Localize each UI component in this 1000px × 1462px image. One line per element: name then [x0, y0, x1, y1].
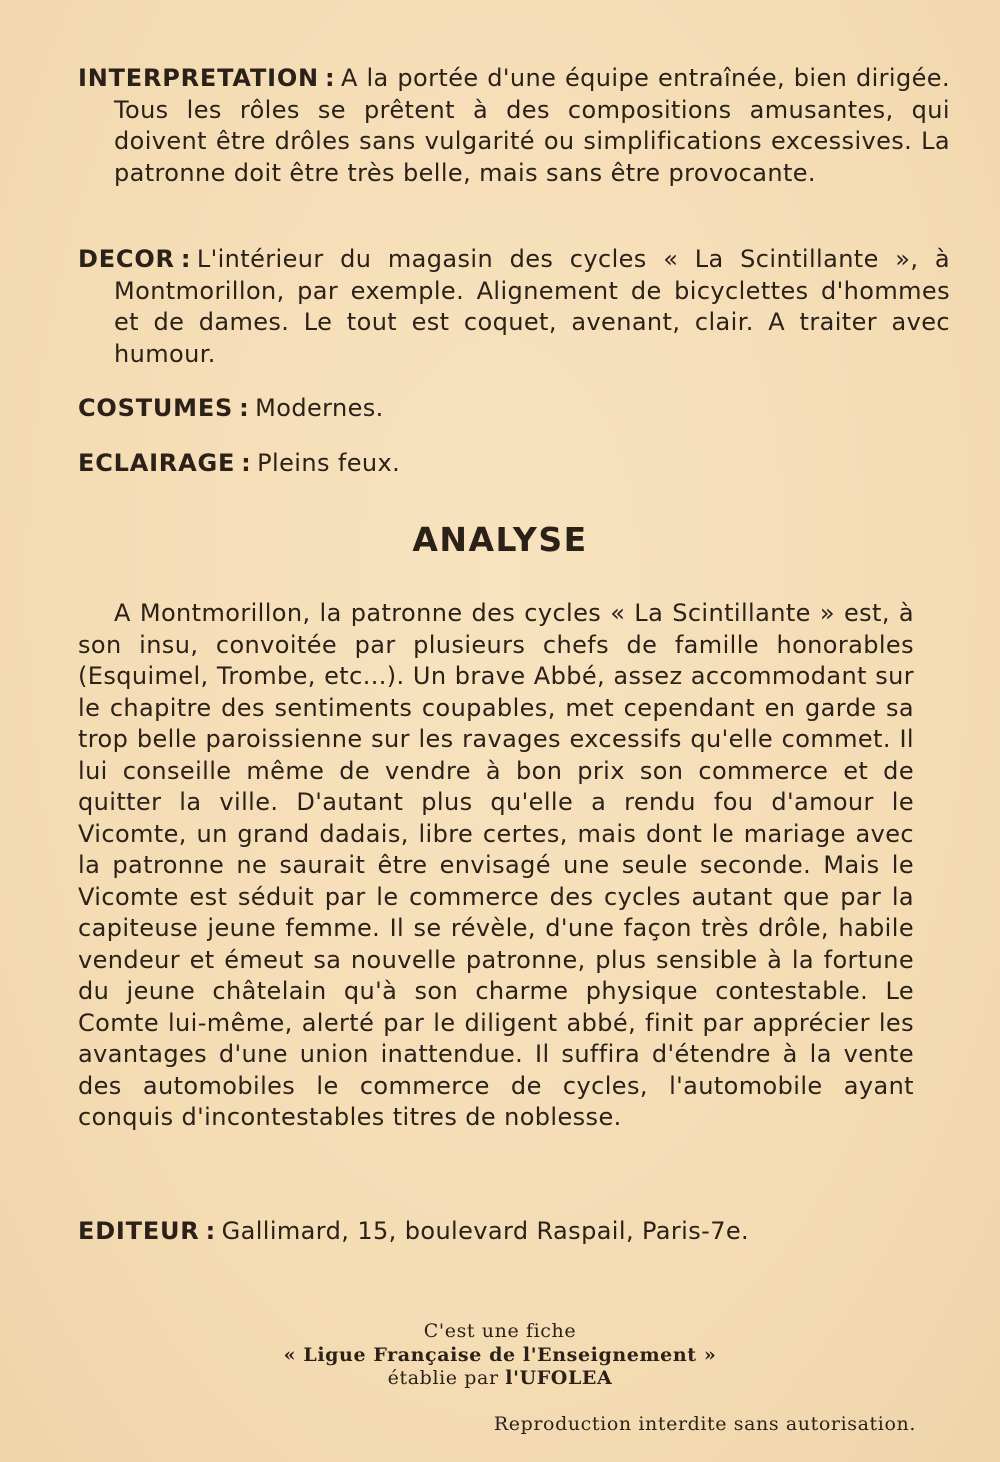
decor-section [78, 244, 950, 370]
interpretation-section [78, 63, 950, 189]
analyse-paragraph: A Montmorillon, la patronne des cycles « La Scintillante » est, à son insu, convoitée par plusieurs chefs de famille honorables (Esquimel, Trombe, etc...). Un brave Abbé, assez accommodant sur le chapitre des sentiments coupables, met cependant en garde sa trop belle paroissienne sur les ravages excessifs qu'elle commet. Il lui conseille même de vendre à bon prix son commerce et de quitter la ville. D'autant plus qu'elle a rendu fou d'amour le Vicomte, un grand dadais, libre certes, mais dont le mariage avec la patronne ne saurait être envisagé une seule seconde. Mais le Vicomte est séduit par le commerce des cycles autant que par la capiteuse jeune femme. Il se révèle, d'une façon très drôle, habile vendeur et émeut sa nouvelle patronne, plus sensible à la fortune du jeune châtelain qu'à son charme physique contestable. Le Comte lui-même, alerté par le diligent abbé, finit par apprécier les avantages d'une union inattendue. Il suffira d'étendre à la vente des automobiles le commerce de cycles, l'automobile ayant conquis d'incontestables titres de noblesse. [78, 599, 914, 1131]
costumes-separator: : [239, 394, 250, 422]
eclairage-separator: : [241, 449, 252, 477]
reproduction-notice: Reproduction interdite sans autorisation. [493, 1413, 916, 1435]
eclairage-label: ECLAIRAGE [78, 449, 236, 477]
costumes-text: Modernes. [255, 394, 384, 422]
editeur-section [78, 1216, 914, 1248]
footer-ufolea: l'UFOLEA [505, 1367, 613, 1389]
decor-separator: : [180, 245, 191, 273]
decor-text: L'intérieur du magasin des cycles « La Scintillante », à Montmorillon, par exemple. Alignement de bicyclettes d'hommes et de dames. Le tout est coquet, avenant, clair. A traiter avec humour. [114, 245, 950, 368]
interpretation-separator: : [324, 64, 335, 92]
footer-etablie-prefix: établie par [387, 1367, 499, 1389]
costumes-label: COSTUMES [78, 394, 234, 422]
footer-line-fiche: C'est une fiche [423, 1320, 577, 1342]
interpretation-label: INTERPRETATION [78, 64, 319, 92]
analyse-heading: ANALYSE [412, 520, 588, 559]
eclairage-text: Pleins feux. [257, 449, 401, 477]
costumes-section [78, 393, 950, 425]
editeur-text: Gallimard, 15, boulevard Raspail, Paris-7e. [221, 1217, 750, 1245]
footer-line-ligue: « Ligue Française de l'Enseignement » [283, 1344, 717, 1366]
editeur-label: EDITEUR [78, 1217, 200, 1245]
decor-label: DECOR [78, 245, 175, 273]
editeur-separator: : [205, 1217, 216, 1245]
eclairage-section [78, 448, 950, 480]
footer-line-etablie [0, 1367, 1000, 1390]
interpretation-text: A la portée d'une équipe entraînée, bien dirigée. Tous les rôles se prêtent à des compositions amusantes, qui doivent être drôles sans vulgarité ou simplifications excessives. La patronne doit être très belle, mais sans être provocante. [114, 64, 950, 187]
